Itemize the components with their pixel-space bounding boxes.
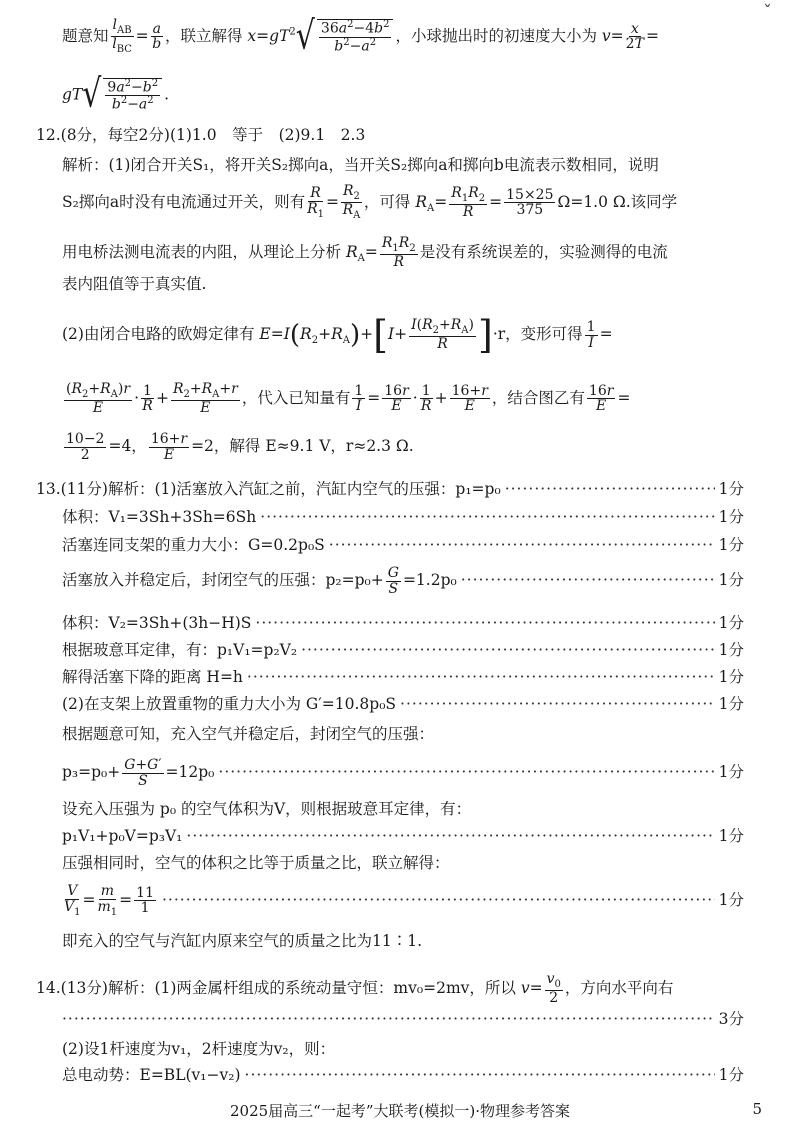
- q14-line-1: 14.(13分)解析：(1)两金属杆组成的系统动量守恒：mv₀=2mv，所以 v= $\frac{v_0}{2}$ ，方向水平向右: [36, 971, 674, 1007]
- q13-row-text: 解得活塞下降的距离 H=h: [62, 668, 243, 686]
- q12-text: 用电桥法测电流表的内阻，从理论上分析: [62, 242, 342, 261]
- q13-row-text: 根据玻意耳定律，有：p₁V₁=p₂V₂: [62, 641, 298, 659]
- q12-p2-l3: $\frac{10-2}{2}$ =4， $\frac{16+r}{E}$ =2，解得 E≈9.1 V，r≈2.3 Ω.: [66, 431, 414, 463]
- score: 1分: [718, 827, 744, 845]
- q13-conclusion: 即充入的空气与汽缸内原来空气的质量之比为11∶1.: [62, 932, 423, 950]
- score: 1分: [718, 536, 744, 554]
- q11-gt: gT: [62, 85, 83, 104]
- q13-row-6: [62, 643, 744, 659]
- q13-row-3: [62, 538, 744, 554]
- q11-line-1: 题意知 $\frac{l_{AB}}{l_{BC}}$ = $\frac{a}{b}$ ，联立解得 $x=gT^2$ √ $\frac{36a^2-4b^2}{b^2-a^2}$ ，小球抛出时的初速度大小为 v= $\frac{x}{2T}$ =: [62, 13, 659, 59]
- score: 1分: [718, 891, 744, 910]
- q12-text: ·r，变形可得: [492, 325, 583, 343]
- q14-line-2: [62, 1012, 744, 1028]
- q13-row-text: 体积：V₁=3Sh+3Sh=6Sh: [62, 508, 257, 526]
- q13-row-text: p₁V₁+p₀V=p₃V₁: [62, 827, 183, 845]
- q13-row-text: =12p₀: [165, 763, 215, 782]
- q12-text: ，代入已知量有: [241, 388, 351, 407]
- q11-text-c: ，小球抛出时的初速度大小为: [395, 26, 597, 45]
- q13-row-2: [62, 510, 744, 526]
- score: 1分: [718, 508, 744, 526]
- q12-p2-l2: $\frac{(R_2+R_A)r}{E}$ · $\frac{1}{R}$ + $\frac{R_2+R_A+r}{E}$ ，代入已知量有 $\frac{1}{I}$ = $\frac{16r}{E}$ · $\frac{1}{R}$ + $\frac{16+r}{E}$ ，结合图乙有 $\frac{16r}{E}$ =: [66, 381, 631, 417]
- q12-text: S₂掷向a时没有电流通过开关，则有: [62, 192, 306, 211]
- score: 1分: [718, 571, 744, 590]
- score: 1分: [718, 695, 744, 713]
- q13-note-3: 压强相同时，空气的体积之比等于质量之比，联立解得：: [62, 854, 450, 872]
- q12-text: ，可得: [363, 192, 411, 211]
- q13-note-2: 设充入压强为 p₀ 的空气体积为V，则根据玻意耳定律，有：: [62, 800, 472, 818]
- q13-row-text: (2)在支架上放置重物的重力大小为 G′=10.8p₀S: [62, 695, 397, 713]
- q12-text: (2)由闭合电路的欧姆定律有: [62, 325, 255, 343]
- q13-note-1: 根据题意可知，充入空气并稳定后，封闭空气的压强：: [62, 725, 435, 743]
- q13-row-7: [62, 670, 744, 686]
- q12-p2-l1: (2)由闭合电路的欧姆定律有 $E=I(R_2+R_A)+[I+$ $\frac{I(R_2+R_A)}{R}$ ]·r，变形可得 $\frac{1}{I}$ =: [62, 313, 613, 357]
- q13-row-8: [62, 697, 744, 713]
- q13-row-text: =1.2p₀: [402, 571, 457, 590]
- score: 1分: [718, 614, 744, 632]
- q13-row-text: 活塞放入并稳定后，封闭空气的压强：p₂=p₀+: [62, 571, 384, 590]
- q14-text: ，方向水平向右: [564, 978, 674, 997]
- q12-header: 12.(8分，每空2分)(1)1.0 等于 (2)9.1 2.3: [36, 126, 366, 144]
- score: 1分: [718, 1066, 744, 1084]
- page-number: 5: [752, 1100, 762, 1118]
- q13-row-text: 体积：V₂=3Sh+(3h−H)S: [62, 614, 252, 632]
- score: 3分: [718, 1010, 744, 1028]
- q12-p1-l3: 用电桥法测电流表的内阻，从理论上分析 $R_A=$ $\frac{R_1R_2}{R}$ 是没有系统误差的，实验测得的电流: [62, 235, 668, 271]
- corner-mark: ˇ: [763, 2, 772, 23]
- score: 1分: [718, 763, 744, 782]
- q12-p1-l1: 解析：(1)闭合开关S₁，将开关S₂掷向a，当开关S₂掷向a和掷向b电流表示数相同，说明: [62, 156, 659, 174]
- q11-text-b: ，联立解得: [164, 26, 243, 45]
- q13-row-text: 13.(11分)解析：(1)活塞放入汽缸之前，汽缸内空气的压强：p₁=p₀: [36, 480, 501, 498]
- q14-line-4: [62, 1068, 744, 1084]
- q12-p1-l4: 表内阻值等于真实值.: [62, 275, 207, 293]
- q13-row-10: [62, 829, 744, 845]
- q14-text: 14.(13分)解析：(1)两金属杆组成的系统动量守恒：mv₀=2mv，所以: [36, 978, 516, 997]
- q12-text: 是没有系统误差的，实验测得的电流: [419, 242, 668, 261]
- q13-row-4: 活塞放入并稳定后，封闭空气的压强：p₂=p₀+ $\frac{G}{S}$ =1.2p₀ ····· 1分: [62, 566, 744, 596]
- q12-text: Ω=1.0 Ω.该同学: [557, 192, 678, 211]
- footer-title: 2025届高三“一起考”大联考(模拟一)·物理参考答案: [230, 1102, 570, 1120]
- q13-row-text: p₃=p₀+: [62, 763, 121, 782]
- q13-row-11: $\frac{V}{V_1}$ = $\frac{m}{m_1}$ = $\frac{11}{1}$ ····· 1分: [62, 884, 744, 918]
- score: 1分: [718, 668, 744, 686]
- q12-text: ，结合图乙有: [491, 388, 585, 407]
- score: 1分: [718, 641, 744, 659]
- q13-row-text: 活塞连同支架的重力大小：G=0.2p₀S: [62, 536, 325, 554]
- q14-line-3: (2)设1杆速度为v₁，2杆速度为v₂，则：: [62, 1040, 336, 1058]
- q13-row-9: p₃=p₀+ $\frac{G+G'}{S}$ =12p₀ ····· 1分: [62, 758, 744, 788]
- q11-text: 题意知: [62, 26, 109, 45]
- q12-p1-l2: S₂掷向a时没有电流通过开关，则有 $\frac{R}{R_1}$ = $\frac{R_2}{R_A}$ ，可得 $R_A=$ $\frac{R_1R_2}{R}$ = $\frac{15\times 25}{375}$ Ω=1.0 Ω.该同学: [62, 183, 678, 222]
- q13-row-1: [36, 482, 744, 498]
- q14-text: 总电动势：E=BL(v₁−v₂): [62, 1066, 241, 1084]
- q12-text: ，解得 E≈9.1 V，r≈2.3 Ω.: [213, 437, 414, 456]
- score: 1分: [718, 480, 744, 498]
- q11-line-2: gT √ $\frac{9a^2-b^2}{b^2-a^2}$ .: [62, 71, 170, 118]
- q13-row-5: [62, 616, 744, 632]
